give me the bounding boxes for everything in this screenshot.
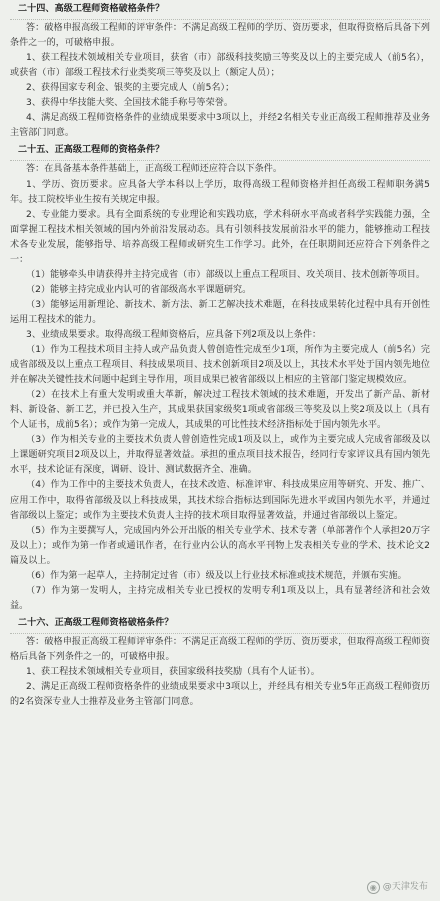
list-item: 4、满足高级工程师资格条件的业绩成果要求中3项以上，并经2名相关专业正高级工程师推荐及业务主管部门同意。 (10, 113, 430, 139)
list-item: （3）能够运用新理论、新技术、新方法、新工艺解决技术难题，在科技成果转化过程中具有开创性运用工程技术的能力。 (10, 299, 430, 325)
list-item: 1、获工程技术领域相关专业项目，获国家级科技奖励（具有个人证书）。 (26, 667, 320, 678)
section-title: 二十六、正高级工程师资格破格条件？ (18, 617, 174, 628)
list-item: 2、满足正高级工程师资格条件的业绩成果要求中3项以上，并经具有相关专业5年正高级工程师资历的2名资深专业人士推荐及业务主管部门同意。 (10, 682, 430, 708)
watermark-text: @天津发布 (382, 881, 428, 892)
list-item: 2、专业能力要求。具有全面系统的专业理论和实践功底，学术科研水平高或者科学实践能力强，全面掌握工程技术相关领域的国内外前沿发展动态。具有引领科技发展前沿水平的能力，能够推动工程技术各专业发展，能够指导、培养高级工程师或研究生工作学习。此外，在任职期间还应符合下列条件之一： (10, 209, 430, 265)
list-item: （1）作为工程技术项目主持人或产品负责人曾创造性完成至少1项，所作为主要完成人（前5名）完成省部级及以上重点工程项目、科技成果项目、技术创新项目2项及以上，其技术水平处于国内领先地位并在解决关键性技术问题中起到主导作用，项目成果已被省部级以上相应的主管部门鉴定规模效应。 (10, 345, 430, 386)
list-item: （1）能够牵头申请获得并主持完成省（市）部级以上重点工程项目、攻关项目、技术创新等项目。 (26, 269, 426, 280)
list-item: （6）作为第一起草人，主持制定过省（市）级及以上行业技术标准或技术规范，并颁布实施。 (26, 570, 407, 581)
section-title: 二十四、高级工程师资格破格条件？ (18, 4, 165, 14)
list-item: 2、获得国家专利金、银奖的主要完成人（前5名）； (26, 83, 235, 94)
list-item: 3、获得中华技能大奖、全国技术能手称号等荣誉。 (26, 98, 233, 109)
divider (10, 633, 430, 634)
answer-paragraph: 答：破格申报高级工程师的评审条件：不满足高级工程师的学历、资历要求，但取得资格后具备下列条件之一的，可破格申报。 (10, 23, 430, 49)
list-item: （4）作为工作中的主要技术负责人，在技术改造、标准评审、科技成果应用等研究、开发、推广、应用工作中，取得省部级及以上科技成果，其技术综合指标达到国际先进水平或国内领先水平，并通过省部级以上鉴定；或作为主要技术负责人主持的技术项目取得显著效益，并通过省部级以上鉴定。 (10, 480, 430, 521)
list-item: 1、获工程技术领域相关专业项目，获省（市）部级科技奖励三等奖及以上的主要完成人（前5名），或获省（市）部级工程技术行业类奖项三等奖及以上（额定人员）； (10, 53, 430, 79)
list-item: （2）能够主持完成业内认可的省部级高水平课题研究。 (26, 284, 252, 295)
list-item: （3）作为相关专业的主要技术负责人曾创造性完成1项及以上，或作为主要完成人完成省部级及以上课题研究项目2项及以上，并取得显著效益。承担的重点项目技术报告，经同行专家评议具有国内领先水平，技术论证有深度，调研、设计、测试数据齐全、准确。 (10, 435, 430, 476)
list-item: （7）作为第一发明人，主持完成相关专业已授权的发明专利1项及以上，具有显著经济和社会效益。 (10, 585, 430, 611)
weibo-icon: ◉ (367, 881, 380, 894)
answer-paragraph: 答：在具备基本条件基础上，正高级工程师还应符合以下条件。 (26, 164, 283, 175)
list-item: （2）在技术上有重大发明或重大革新，解决过工程技术领域的技术难题，开发出了新产品、新材料、新设备、新工艺，并已投入生产，其成果获国家级奖1项或省部级三等奖及以上奖2项及以上（具有个人证书，成前5名）；或作为第一完成人，其成果的可比性技术经济指标处于国内领先水平。 (10, 390, 430, 431)
divider (10, 19, 430, 20)
list-item: 1、学历、资历要求。应具备大学本科以上学历，取得高级工程师资格并担任高级工程师职务满5年。技工院校毕业生按有关规定申报。 (10, 179, 430, 205)
answer-paragraph: 答：破格申报正高级工程师评审条件：不满足正高级工程师的学历、资历要求，但取得高级工程师资格后具备下列条件之一的，可破格申报。 (10, 636, 430, 662)
list-item: （5）作为主要撰写人，完成国内外公开出版的相关专业学术、技术专著（单部著作个人承担20万字及以上）；或作为第一作者或通讯作者，在行业内公认的高水平刊物上发表相关专业的学术、技术论文2篇及以上。 (10, 525, 430, 566)
divider (10, 160, 430, 161)
watermark (367, 880, 428, 895)
section-title: 二十五、正高级工程师的资格条件？ (18, 145, 165, 156)
list-item: 3、业绩成果要求。取得高级工程师资格后，应具备下列2项及以上条件： (26, 329, 322, 340)
